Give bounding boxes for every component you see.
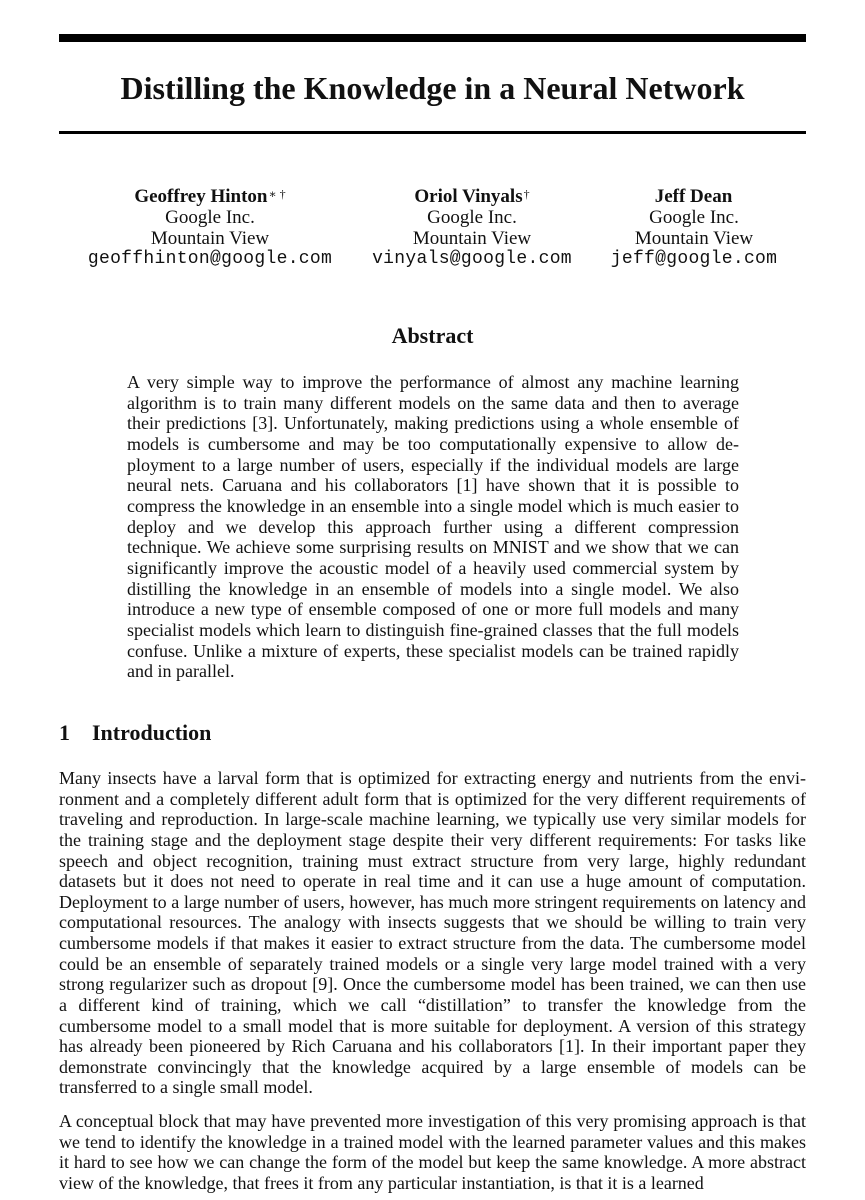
title-top-rule: [59, 34, 806, 42]
title-bottom-rule: [59, 131, 806, 134]
author-vinyals: [366, 186, 578, 270]
abstract-heading: Abstract: [391, 323, 474, 348]
intro-paragraph-2: A conceptual block that may have prevented more investigation of this very promising approach is that we tend to identify the knowledge in a trained model with the learned parameter values and this makes it hard to see how we can change the form of the model but keep the same knowledge. A more abstract view of the knowledge, that frees it from any particular instantiation, is that it is a learned: [59, 1111, 806, 1193]
author-footnote-marks: ∗ †: [268, 187, 286, 201]
author-email: geoffhinton@google.com: [87, 249, 333, 269]
paper-title: Distilling the Knowledge in a Neural Network: [120, 70, 745, 106]
author-location: Mountain View: [634, 228, 754, 249]
author-email: jeff@google.com: [610, 249, 778, 269]
author-hinton: [84, 186, 336, 270]
abstract-text: A very simple way to improve the performance of almost any machine learning algorithm is to train many different models on the same data and then to average their predictions [3]. Unfortunately, making predictions using a whole ensemble of models is cumbersome and may be too computationally expensive to allow deployment to a large number of users, especially if the individual models are large neural nets. Caruana and his collaborators [1] have shown that it is possible to compress the knowledge in an ensemble into a single model which is much easier to deploy and we develop this approach further using a different compression technique. We achieve some surprising results on MNIST and we show that we can significantly improve the acoustic model of a heavily used commercial system by distilling the knowledge in an ensemble of models into a single model. We also introduce a new type of ensemble composed of one or more full models and many specialist models which learn to distinguish fine-grained classes that the full models confuse. Unlike a mixture of experts, these specialist models can be trained rapidly and in parallel.: [127, 372, 739, 682]
author-location: Mountain View: [412, 228, 532, 249]
author-name: Geoffrey Hinton∗ †: [134, 186, 286, 207]
author-email: vinyals@google.com: [372, 249, 572, 269]
section-heading-introduction: [59, 719, 211, 747]
section-number: 1: [59, 720, 70, 745]
author-location: Mountain View: [150, 228, 270, 249]
author-dean: [603, 186, 785, 270]
author-affiliation: Google Inc.: [427, 207, 517, 228]
author-footnote-marks: †: [523, 187, 530, 201]
author-name: Jeff Dean: [654, 186, 733, 207]
author-name: Oriol Vinyals†: [414, 186, 530, 207]
author-affiliation: Google Inc.: [649, 207, 739, 228]
intro-paragraph-1: Many insects have a larval form that is optimized for extracting energy and nutrients from the environment and a completely different adult form that is optimized for the very different requirements of traveling and reproduction. In large-scale machine learning, we typically use very similar models for the training stage and the deployment stage despite their very different requirements: For tasks like speech and object recognition, training must extract structure from very large, highly redundant datasets but it does not need to operate in real time and it can use a huge amount of computation. Deployment to a large number of users, however, has much more stringent requirements on latency and computational resources. The analogy with insects suggests that we should be willing to train very cumbersome models if that makes it easier to extract structure from the data. The cumbersome model could be an ensemble of separately trained models or a single very large model trained with a very strong regularizer such as dropout [9]. Once the cumbersome model has been trained, we can then use a different kind of training, which we call “distillation” to transfer the knowledge from the cumbersome model to a small model that is more suitable for deployment. A version of this strategy has already been pioneered by Rich Caruana and his collaborators [1]. In their important paper they demonstrate convincingly that the knowledge acquired by a large ensemble of models can be transferred to a single small model.: [59, 768, 806, 1098]
author-affiliation: Google Inc.: [165, 207, 255, 228]
section-title: Introduction: [92, 720, 212, 745]
